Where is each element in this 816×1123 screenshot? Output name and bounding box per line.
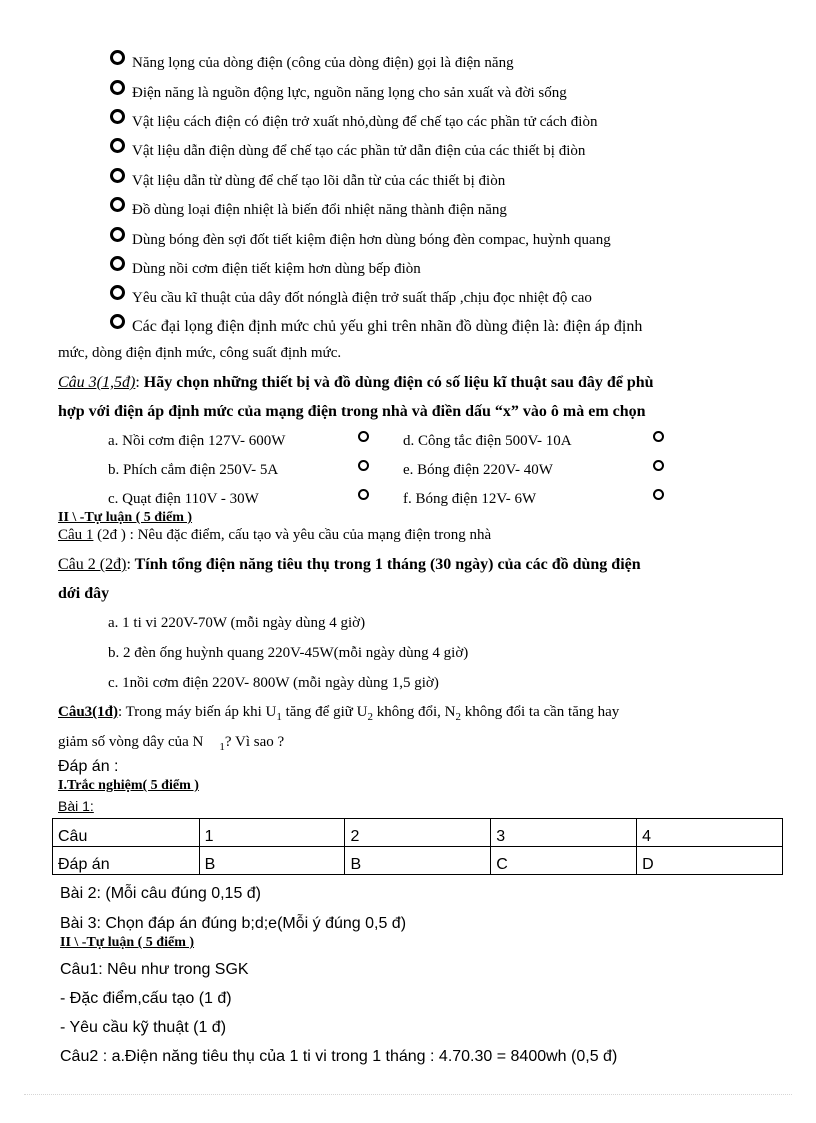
checkbox-circle-f-icon[interactable]: [653, 489, 664, 500]
question-3-heading: Câu 3(1,5đ): Hãy chọn những thiết bị và đồ dùng điện có số liệu kĩ thuật sau đây để phù: [58, 374, 654, 391]
part-2-heading: II \ -Tự luận ( 5 điểm ): [58, 510, 193, 525]
circle-bullet-icon: [110, 138, 125, 153]
statement-6: Đồ dùng loại điện nhiệt là biến đổi nhiệt năng thành điện năng: [110, 197, 507, 219]
table-cell: Câu: [53, 819, 200, 847]
option-b: b. Phích cắm điện 250V- 5A: [108, 462, 279, 478]
statement-10: Các đại lọng điện định mức chủ yếu ghi trên nhãn đồ dùng điện là: điện áp định: [110, 314, 642, 336]
statement-10-continuation: mức, dòng điện định mức, công suất định mức.: [58, 345, 342, 361]
circle-bullet-icon: [110, 314, 125, 329]
circle-bullet-icon: [110, 168, 125, 183]
question-3-essay: Câu3(1đ): Trong máy biến áp khi $U_1$ tăng để giữ $U_2$ không đổi, $N_2$ không đổi ta cần tăng hay: [58, 704, 620, 723]
circle-bullet-icon: [110, 227, 125, 242]
option-e: e. Bóng điện 220V- 40W: [403, 462, 553, 478]
circle-bullet-icon: [110, 109, 125, 124]
checkbox-circle-b-icon[interactable]: [358, 460, 369, 471]
answers-bai-3: Bài 3: Chọn đáp án đúng b;d;e(Mỗi ý đúng 0,5 đ): [60, 915, 407, 932]
answer-table: [52, 818, 783, 875]
question-3-heading-line2: hợp với điện áp định mức của mạng điện trong nhà và điền dấu “x” vào ô mà em chọn: [58, 403, 646, 420]
circle-bullet-icon: [110, 197, 125, 212]
table-cell: 1: [199, 819, 345, 847]
option-c: c. Quạt điện 110V - 30W: [108, 491, 259, 507]
question-2-item-c: c. 1nồi cơm điện 220V- 800W (mỗi ngày dùng 1,5 giờ): [108, 675, 439, 691]
table-cell: Đáp án: [53, 847, 200, 875]
question-2-item-b: b. 2 đèn ống huỳnh quang 220V-45W(mỗi ngày dùng 4 giờ): [108, 645, 469, 661]
table-cell: D: [637, 847, 783, 875]
answers-yeu-cau: - Yêu cầu kỹ thuật (1 đ): [60, 1019, 227, 1036]
answers-bai-2: Bài 2: (Mỗi câu đúng 0,15 đ): [60, 885, 262, 902]
answers-dac-diem: - Đặc điểm,cấu tạo (1 đ): [60, 990, 232, 1007]
question-2-item-a: a. 1 ti vi 220V-70W (mỗi ngày dùng 4 giờ): [108, 615, 366, 631]
table-cell: B: [345, 847, 491, 875]
statement-3: Vật liệu cách điện có điện trở xuất nhỏ,dùng để chế tạo các phần tử cách điòn: [110, 109, 597, 131]
statement-2: Điện năng là nguồn động lực, nguồn năng lọng cho sản xuất và đời sống: [110, 80, 567, 102]
statement-7: Dùng bóng đèn sợi đốt tiết kiệm điện hơn dùng bóng đèn compac, huỳnh quang: [110, 227, 611, 249]
answers-cau-2: Câu2 : a.Điện năng tiêu thụ của 1 ti vi trong 1 tháng : 4.70.30 = 8400wh (0,5 đ): [60, 1048, 618, 1065]
table-row: [53, 847, 783, 875]
answers-part-2-heading: II \ -Tự luận ( 5 điểm ): [60, 935, 195, 950]
answers-cau-1: Câu1: Nêu như trong SGK: [60, 961, 249, 978]
circle-bullet-icon: [110, 285, 125, 300]
checkbox-circle-c-icon[interactable]: [358, 489, 369, 500]
checkbox-circle-d-icon[interactable]: [653, 431, 664, 442]
table-cell: 3: [491, 819, 637, 847]
checkbox-circle-e-icon[interactable]: [653, 460, 664, 471]
table-cell: 4: [637, 819, 783, 847]
table-cell: C: [491, 847, 637, 875]
circle-bullet-icon: [110, 50, 125, 65]
question-2-heading: Câu 2 (2đ): Tính tổng điện năng tiêu thụ trong 1 tháng (30 ngày) của các đồ dùng điện: [58, 556, 641, 573]
checkbox-circle-a-icon[interactable]: [358, 431, 369, 442]
question-1: Câu 1 (2đ ) : Nêu đặc điểm, cấu tạo và yêu cầu của mạng điện trong nhà: [58, 527, 492, 543]
circle-bullet-icon: [110, 256, 125, 271]
answers-title: Đáp án :: [58, 758, 119, 775]
option-f: f. Bóng điện 12V- 6W: [403, 491, 537, 507]
statement-9: Yêu cầu kĩ thuật của dây đốt nónglà điện trở suất thấp ,chịu đọc nhiệt độ cao: [110, 285, 592, 307]
table-row: [53, 819, 783, 847]
question-3-essay-line2: giảm số vòng dây của N $_1$? Vì sao ?: [58, 734, 285, 753]
circle-bullet-icon: [110, 80, 125, 95]
option-d: d. Công tắc điện 500V- 10A: [403, 433, 572, 449]
question-2-heading-line2: dới đây: [58, 585, 110, 602]
table-cell: B: [199, 847, 345, 875]
page-bottom-divider: [24, 1094, 792, 1095]
table-cell: 2: [345, 819, 491, 847]
option-a: a. Nồi cơm điện 127V- 600W: [108, 433, 286, 449]
answers-part-1-heading: I.Trắc nghiệm( 5 điểm ): [58, 778, 199, 793]
statement-5: Vật liệu dẫn từ dùng để chế tạo lõi dẫn từ của các thiết bị điòn: [110, 168, 505, 190]
statement-1: Năng lọng của dòng điện (công của dòng điện) gọi là điện năng: [110, 50, 514, 72]
answers-bai-1: Bài 1:: [58, 798, 94, 814]
statement-4: Vật liệu dẫn điện dùng để chế tạo các phần tử dẫn điện của các thiết bị điòn: [110, 138, 585, 160]
statement-8: Dùng nồi cơm điện tiết kiệm hơn dùng bếp điòn: [110, 256, 421, 278]
